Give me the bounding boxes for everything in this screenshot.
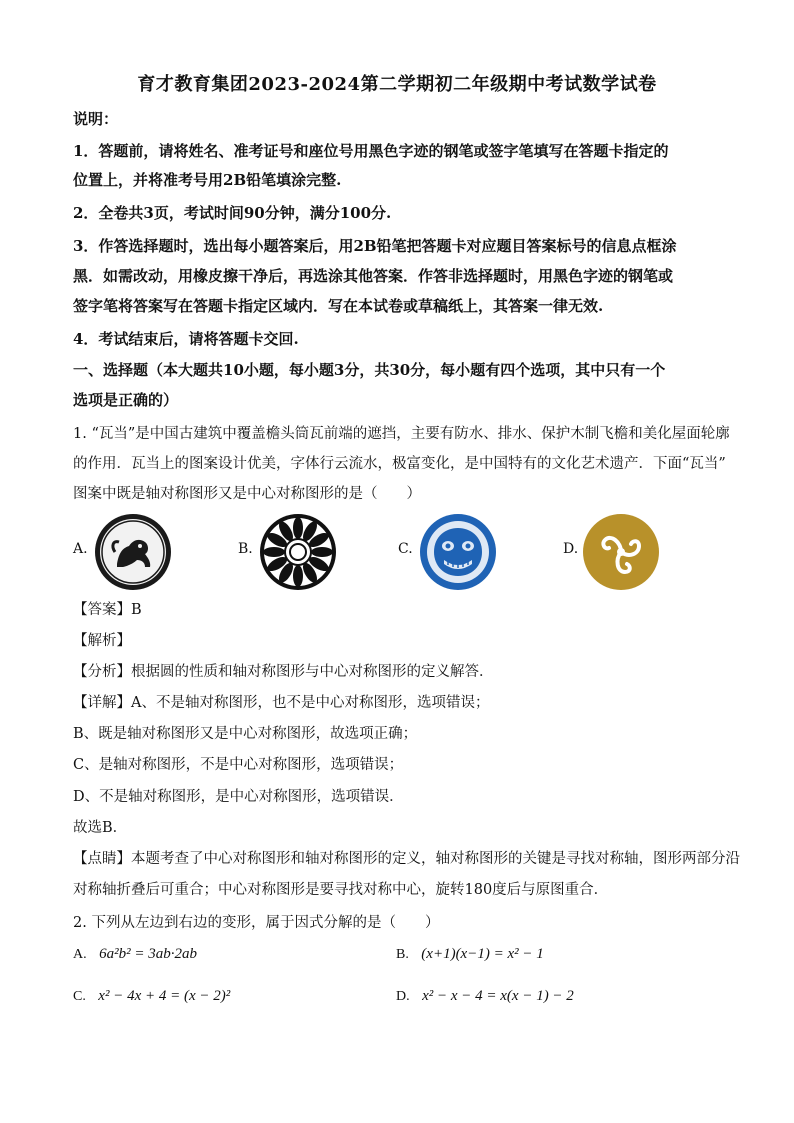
q2-option-d-expr: x² − x − 4 = x(x − 1) − 2 bbox=[422, 988, 574, 1004]
q2-option-b-expr: (x+1)(x−1) = x² − 1 bbox=[421, 946, 544, 962]
q1-options bbox=[73, 512, 733, 590]
q1-option-c bbox=[398, 512, 558, 590]
option-label: D. bbox=[563, 541, 579, 557]
option-label: B. bbox=[396, 947, 409, 962]
q2-stem: 2. 下列从左边到右边的变形，属于因式分解的是（ ） bbox=[73, 915, 440, 931]
q1-conclusion: 故选B． bbox=[73, 820, 128, 836]
q1-stem-2: 的作用．瓦当上的图案设计优美，字体行云流水，极富变化，是中国特有的文化艺术遗产．下面“瓦当” bbox=[73, 456, 726, 472]
q2-option-c-expr: x² − 4x + 4 = (x − 2)² bbox=[98, 988, 231, 1004]
q1-option-d bbox=[563, 512, 733, 590]
instruction-3a: 3．作答选择题时，选出每小题答案后，用2B铅笔把答题卡对应题目答案标号的信息点框涂 bbox=[73, 237, 677, 255]
q1-detail-b: B、既是轴对称图形又是中心对称图形，故选项正确； bbox=[73, 726, 418, 742]
option-label: C. bbox=[398, 541, 413, 557]
instruction-4: 4．考试结束后，请将答题卡交回. bbox=[73, 330, 299, 348]
option-label: A. bbox=[73, 947, 87, 962]
q1-analysis-heading: 【解析】 bbox=[73, 633, 131, 649]
section-heading-b: 选项是正确的） bbox=[73, 391, 179, 409]
q2-option-c bbox=[73, 988, 230, 1005]
q1-comment-2: 对称轴折叠后可重合；中心对称图形是要寻找对称中心，旋转180度后与原图重合． bbox=[73, 882, 609, 898]
instructions-heading: 说明： bbox=[73, 110, 119, 128]
option-label: B. bbox=[238, 541, 253, 557]
instruction-1a: 1．答题前，请将姓名、准考证号和座位号用黑色字迹的钢笔或签字笔填写在答题卡指定的 bbox=[73, 142, 669, 160]
q2-option-a bbox=[73, 946, 197, 963]
section-heading-a: 一、选择题（本大题共10小题，每小题3分，共30分，每小题有四个选项，其中只有一个 bbox=[73, 361, 666, 379]
q1-stem-3: 图案中既是轴对称图形又是中心对称图形的是（ ） bbox=[73, 486, 421, 502]
option-label: A. bbox=[73, 541, 88, 557]
q1-comment-1: 【点睛】本题考查了中心对称图形和轴对称图形的定义，轴对称图形的关键是寻找对称轴，图形两部分沿 bbox=[73, 851, 740, 867]
cloud-tile-icon bbox=[581, 512, 661, 592]
option-label: D. bbox=[396, 989, 410, 1004]
option-label: C. bbox=[73, 989, 86, 1004]
q1-answer: 【答案】B bbox=[73, 602, 142, 618]
q1-option-b bbox=[238, 512, 398, 590]
q1-option-a bbox=[73, 512, 233, 590]
page-title: 育才教育集团2023-2024第二学期初二年级期中考试数学试卷 bbox=[137, 74, 657, 95]
q2-option-b bbox=[396, 946, 544, 963]
q1-detail-d: D、不是轴对称图形，是中心对称图形，选项错误． bbox=[73, 789, 404, 805]
q1-detail-a: 【详解】A、不是轴对称图形，也不是中心对称图形，选项错误； bbox=[73, 695, 490, 711]
q2-option-a-expr: 6a²b² = 3ab·2ab bbox=[99, 946, 197, 962]
flower-tile-icon bbox=[258, 512, 338, 592]
beast-face-tile-icon bbox=[418, 512, 498, 592]
instruction-2: 2．全卷共3页，考试时间90分钟，满分100分. bbox=[73, 204, 392, 222]
instruction-1b: 位置上，并将准考号用2B铅笔填涂完整. bbox=[73, 171, 342, 189]
q2-option-d bbox=[396, 988, 574, 1005]
q1-analysis: 【分析】根据圆的性质和轴对称图形与中心对称图形的定义解答． bbox=[73, 664, 494, 680]
q1-detail-c: C、是轴对称图形，不是中心对称图形，选项错误； bbox=[73, 757, 404, 773]
instruction-3c: 签字笔将答案写在答题卡指定区域内．写在本试卷或草稿纸上，其答案一律无效. bbox=[73, 297, 604, 315]
q1-stem-1: 1. “瓦当”是中国古建筑中覆盖檐头筒瓦前端的遮挡，主要有防水、排水、保护木制飞檐和美化屋面轮廓 bbox=[73, 426, 730, 442]
tiger-tile-icon bbox=[93, 512, 173, 592]
instruction-3b: 黑．如需改动，用橡皮擦干净后，再选涂其他答案．作答非选择题时，用黑色字迹的钢笔或 bbox=[73, 267, 674, 285]
